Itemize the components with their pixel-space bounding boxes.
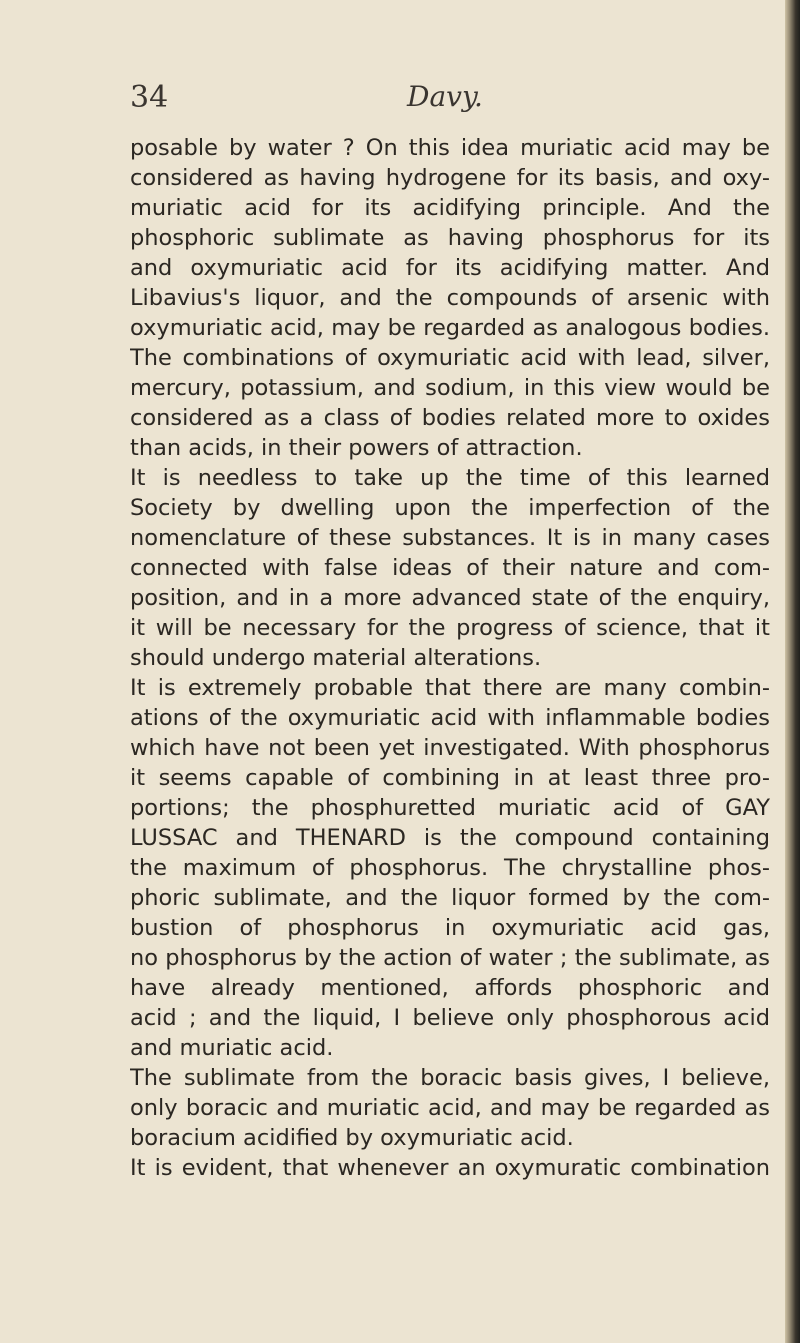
text-line: Society by dwelling upon the imperfection of the [130,495,770,521]
text-line: It is extremely probable that there are many combin- [130,675,770,701]
text-line: considered as a class of bodies related more to oxides [130,405,770,431]
text-line: should undergo material alterations. [130,645,542,671]
text-line: The sublimate from the boracic basis gives, I believe, [130,1065,770,1091]
text-line: have already mentioned, affords phosphoric and [130,975,770,1001]
text-line: It is evident, that whenever an oxymuratic combination [130,1155,770,1181]
page-header [0,80,785,120]
page-edge-shadow [785,0,800,1343]
text-line: only boracic and muriatic acid, and may be regarded as [130,1095,770,1121]
text-line: acid ; and the liquid, I believe only phosphorous acid [130,1005,770,1031]
text-line: it seems capable of combining in at least three pro- [130,765,770,791]
page-number: 34 [130,80,169,115]
text-line: The combinations of oxymuriatic acid with lead, silver, [130,345,770,371]
text-line: It is needless to take up the time of this learned [130,465,770,491]
text-line: nomenclature of these substances. It is in many cases [130,525,770,551]
text-line: posable by water ? On this idea muriatic acid may be [130,135,770,161]
text-line: portions; the phosphuretted muriatic acid of GAY [130,795,770,821]
text-line: boracium acidified by oxymuriatic acid. [130,1125,574,1151]
text-line: no phosphorus by the action of water ; the sublimate, as [130,945,770,971]
text-line: ations of the oxymuriatic acid with inflammable bodies [130,705,770,731]
text-line: position, and in a more advanced state of the enquiry, [130,585,770,611]
text-line: than acids, in their powers of attraction. [130,435,583,461]
text-line: mercury, potassium, and sodium, in this view would be [130,375,770,401]
text-line: and oxymuriatic acid for its acidifying matter. And [130,255,770,281]
text-line: connected with false ideas of their nature and com- [130,555,770,581]
text-line: the maximum of phosphorus. The chrystalline phos- [130,855,770,881]
text-line: muriatic acid for its acidifying principle. And the [130,195,770,221]
text-line: Libavius's liquor, and the compounds of arsenic with [130,285,770,311]
text-line: and muriatic acid. [130,1035,334,1061]
text-line: oxymuriatic acid, may be regarded as analogous bodies. [130,315,770,341]
text-line: considered as having hydrogene for its basis, and oxy- [130,165,770,191]
text-line: phosphoric sublimate as having phosphorus for its [130,225,770,251]
text-line: it will be necessary for the progress of science, that it [130,615,770,641]
text-line: LUSSAC and THENARD is the compound containing [130,825,770,851]
running-head: Davy. [407,80,483,113]
body-text [130,133,770,1183]
text-line: which have not been yet investigated. With phosphorus [130,735,770,761]
text-line: phoric sublimate, and the liquor formed by the com- [130,885,770,911]
text-line: bustion of phosphorus in oxymuriatic acid gas, [130,915,770,941]
